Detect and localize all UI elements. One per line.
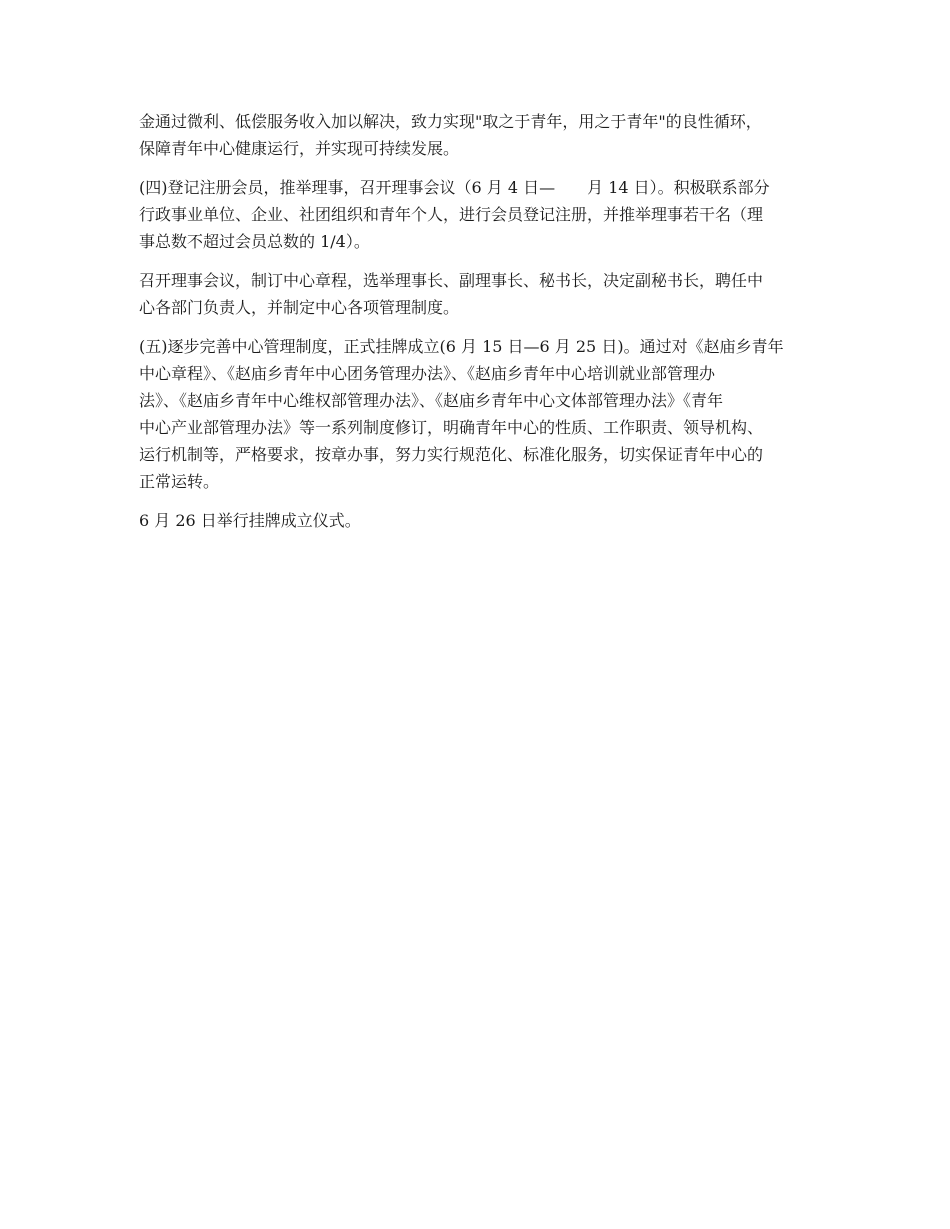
paragraph-ceremony (139, 507, 811, 534)
paragraph-funding-cycle (139, 108, 811, 162)
paragraph-step-five-management (139, 333, 811, 495)
text-line: (五)逐步完善中心管理制度，正式挂牌成立(6 月 15 日—6 月 25 日)。通过对《赵庙乡青年 (139, 337, 784, 356)
text-line: 行政事业单位、企业、社团组织和青年个人，进行会员登记注册，并推举理事若干名（理 (139, 205, 764, 224)
text-line: 保障青年中心健康运行，并实现可持续发展。 (139, 139, 460, 158)
text-line: 中心章程》、《赵庙乡青年中心团务管理办法》、《赵庙乡青年中心培训就业部管理办 (139, 364, 716, 383)
text-line: 心各部门负责人，并制定中心各项管理制度。 (139, 298, 460, 317)
text-line: 正常运转。 (139, 472, 220, 491)
paragraph-council-meeting (139, 267, 811, 321)
text-line: 事总数不超过会员总数的 1/4）。 (139, 232, 370, 251)
text-line: (四)登记注册会员，推举理事，召开理事会议（6 月 4 日— 月 14 日）。积极联系部分 (139, 178, 770, 197)
text-line: 运行机制等，严格要求，按章办事，努力实行规范化、标准化服务，切实保证青年中心的 (139, 445, 764, 464)
paragraph-step-four-registration (139, 174, 811, 255)
text-line: 法》、《赵庙乡青年中心维权部管理办法》、《赵庙乡青年中心文体部管理办法》《青年 (139, 391, 724, 410)
text-line: 中心产业部管理办法》等一系列制度修订，明确青年中心的性质、工作职责、领导机构、 (139, 418, 764, 437)
text-line: 召开理事会议，制订中心章程，选举理事长、副理事长、秘书长，决定副秘书长，聘任中 (139, 271, 764, 290)
document-body (139, 108, 811, 546)
text-line: 6 月 26 日举行挂牌成立仪式。 (139, 511, 361, 530)
text-line: 金通过微利、低偿服务收入加以解决，致力实现"取之于青年，用之于青年"的良性循环， (139, 112, 762, 131)
